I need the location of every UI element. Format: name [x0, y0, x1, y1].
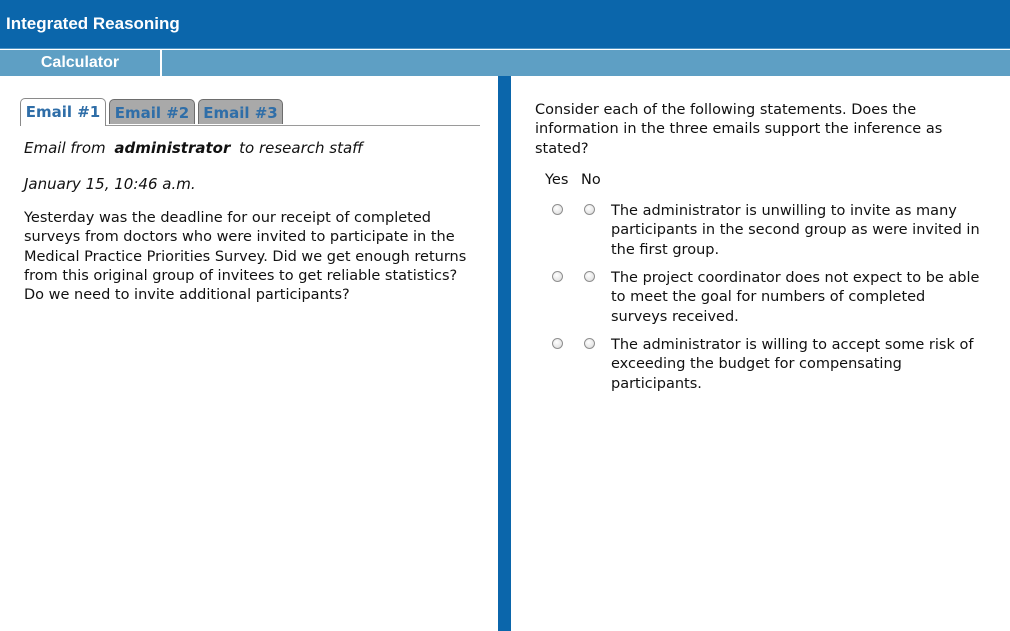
statement-1-text: The administrator is unwilling to invite as many participants in the second group as were invited in the first group.: [611, 203, 980, 258]
statement-2-text: The project coordinator does not expect to be able to meet the goal for numbers of completed surveys received.: [611, 270, 980, 325]
tab-email-2[interactable]: Email #2: [109, 99, 195, 124]
question-pane: [511, 76, 1010, 631]
statement-3-text: The administrator is willing to accept some risk of exceeding the budget for compensating participants.: [611, 337, 974, 392]
yes-column-label: Yes: [545, 172, 569, 188]
email-date: January 15, 10:46 a.m.: [24, 175, 196, 193]
statement-row: [545, 202, 985, 262]
email-pane: [0, 76, 498, 631]
calculator-button[interactable]: Calculator: [0, 50, 162, 76]
email-header-line: [24, 139, 363, 157]
statement-3-no-radio[interactable]: [584, 338, 595, 349]
title-separator: [0, 48, 1010, 49]
app-title: Integrated Reasoning: [6, 14, 180, 33]
answer-column-headers: [545, 172, 609, 188]
no-column-label: No: [581, 172, 601, 188]
title-bar: [0, 0, 1010, 49]
pane-divider[interactable]: [498, 76, 511, 631]
statement-row: [545, 269, 985, 329]
question-prompt: Consider each of the following statements. Does the information in the three emails support the inference as stated?: [535, 102, 943, 157]
email-tabs: [20, 98, 480, 126]
statement-row: [545, 336, 985, 396]
tool-bar: [0, 50, 1010, 76]
tab-email-1[interactable]: Email #1: [20, 98, 106, 126]
statement-1-yes-radio[interactable]: [552, 204, 563, 215]
email-sender: administrator: [114, 139, 231, 157]
statement-2-yes-radio[interactable]: [552, 271, 563, 282]
tab-email-3[interactable]: Email #3: [198, 99, 283, 124]
email-body: Yesterday was the deadline for our receipt of completed surveys from doctors who were invited to participate in the Medical Practice Priorities Survey. Did we get enough returns from this original group of invitees to get reliable statistics? Do we need to invite additional participants?: [24, 210, 467, 304]
statement-3-yes-radio[interactable]: [552, 338, 563, 349]
statement-1-no-radio[interactable]: [584, 204, 595, 215]
email-from-prefix: Email from: [24, 139, 106, 157]
email-recipient: to research staff: [239, 139, 364, 157]
statement-2-no-radio[interactable]: [584, 271, 595, 282]
